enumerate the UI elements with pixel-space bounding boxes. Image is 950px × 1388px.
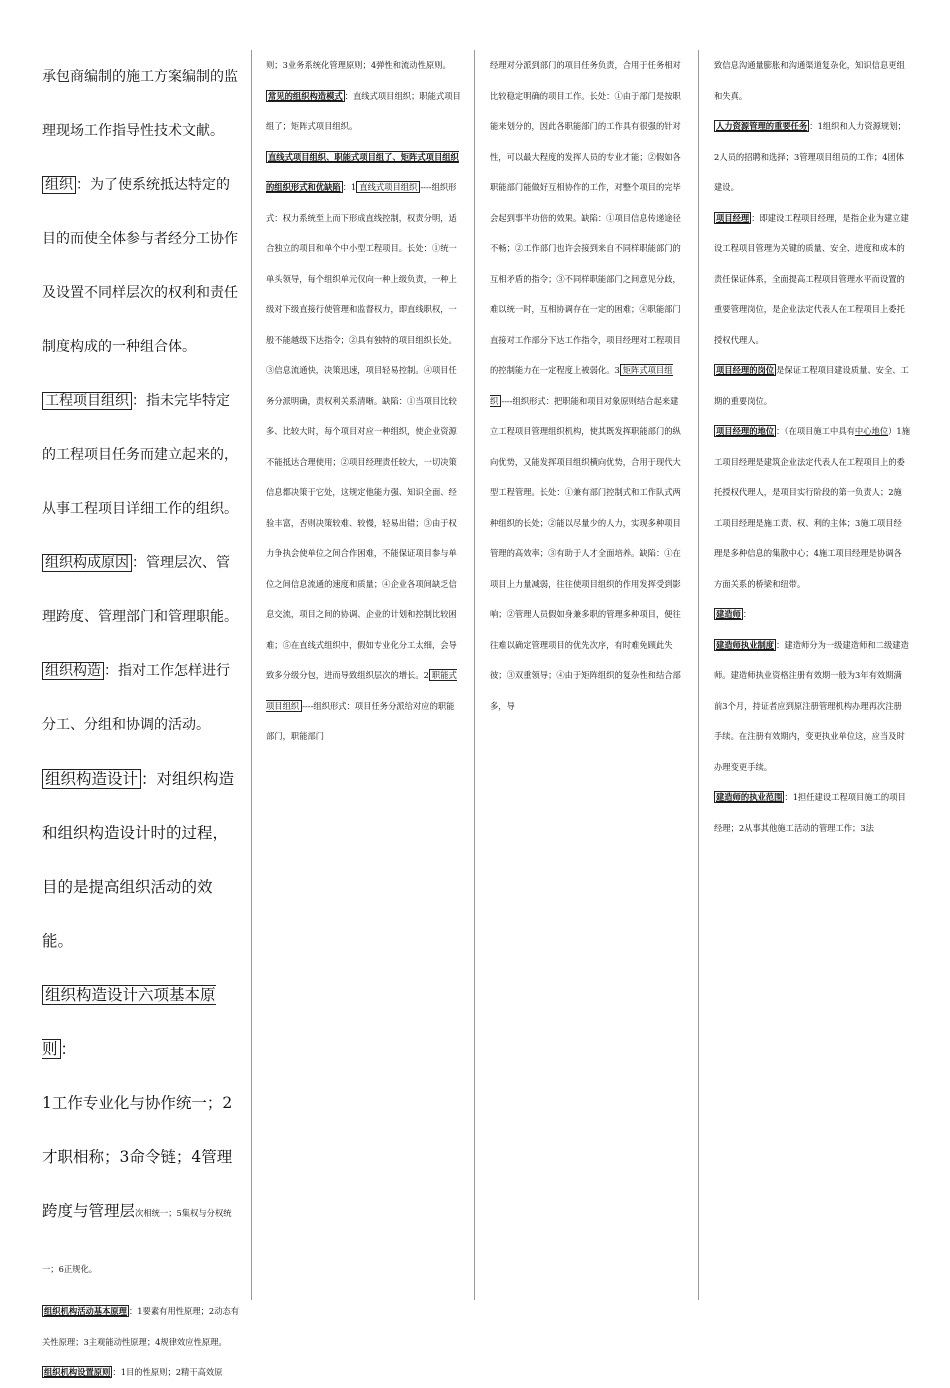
definition (714, 416, 910, 599)
term: 常见的组织构造模式 (268, 90, 343, 101)
heading (42, 968, 242, 1076)
term: 直线式项目组织、职能式项目组了、矩阵式项目组织的组织形式和优缺陷 (266, 151, 459, 192)
definition-text: ：指未完毕特定的工程项目任务而建立起来的，从事工程项目详细工作的组织。 (42, 393, 238, 517)
colon: ： (60, 1040, 77, 1058)
definition (266, 142, 462, 752)
paragraph (266, 50, 462, 81)
term: 人力资源管理的重要任务 (716, 121, 808, 131)
body-text: 则；3业务系统化管理原则；4弹性和流动性原则。 (266, 60, 451, 70)
body-text: ：1 (342, 182, 357, 192)
principles-list (42, 1076, 242, 1296)
body-text: 致信息沟通量膨胀和沟通渠道复杂化，知识信息更组和失真。 (714, 60, 905, 101)
column-divider (474, 50, 475, 1300)
term: 项目经理 (716, 212, 750, 223)
term: 组织构造设计 (42, 769, 141, 789)
term: 矩阵式项目组织 (490, 365, 673, 406)
principles-text-small: 次相统一；5集权与分权统一；6正规化。 (42, 1208, 232, 1274)
definition-text: ：1担任建设工程项目施工的项目经理；2从事其他施工活动的管理工作；3法 (714, 792, 906, 833)
definition-text: ：建造师分为一级建造师和二级建造师。建造师执业资格注册有效期一般为3年有效期满前3个月，持证者应到原注册管理机构办理再次注册手续。在注册有效期内，变更执业单位这，应当及时办理变更手续。 (714, 639, 909, 772)
column-2 (266, 50, 462, 752)
paragraph (714, 50, 910, 111)
definition (42, 374, 242, 536)
definition-text: ：管理层次、管理跨度、管理部门和管理职能。 (42, 555, 238, 625)
definition (42, 752, 242, 968)
definition (714, 203, 910, 356)
body-text: 承包商编制的施工方案编制的监理现场工作指导性技术文献。 (42, 69, 238, 139)
term: 职能式项目组织 (266, 670, 457, 711)
definition-text: ：即建设工程项目经理，是指企业为建立建设工程项目管理为关键的质量、安全、进度和成本的责任保证体系，全面提高工程项目管理水平而设置的重要管理岗位，是企业法定代表人在工程项目上委托授权代理人。 (714, 212, 909, 345)
term: 组织构造 (42, 662, 104, 680)
column-4 (714, 50, 910, 843)
colon: ： (742, 609, 752, 619)
underlined-text: 中心地位 (854, 426, 889, 436)
term: 建造师 (716, 609, 741, 619)
definition (714, 782, 910, 843)
column-divider (698, 50, 699, 1300)
term: 组织构成原因 (42, 554, 132, 572)
body-text: ----组织形式：项目任务分派给对应的职能部门，职能部门 (266, 700, 455, 741)
definition-text: ：指对工作怎样进行分工、分组和协调的活动。 (42, 663, 230, 733)
definition (42, 158, 242, 374)
definition (714, 630, 910, 783)
definition-text: ：直线式项目组织；职能式项目组了；矩阵式项目组织。 (266, 90, 461, 131)
term: 组织机构设置原则 (44, 1367, 111, 1377)
definition-text: ：为了使系统抵达特定的目的而使全体参与者经分工协作及设置不同样层次的权利和责任制度构成的一种组合体。 (42, 177, 238, 355)
paragraph (42, 50, 242, 158)
body-text: ----组织形式：把职能和项目对象原则结合起来建立工程项目管理组织机构，使其既发挥职能部门的纵向优势，又能发挥项目组织横向优势，合用于现代大型工程管理。长处：①兼有部门控制式和工作队式两种组织的长处；②能以尽量少的人力，实现多种项目管理的高效率；③有助于人才全面培养。缺陷：①在项目上力量减弱，往往使项目组织的作用发挥受到影响；②管理人员假如身兼多职的管理多种项目，便往往难以确定管理项目的优先次序，有时难免顾此失彼；③双重领导；④由于矩阵组织的复杂性和结合部多，导 (490, 395, 681, 711)
term: 建造师执业制度 (716, 639, 775, 650)
term: 项目经理的地位 (716, 426, 775, 436)
definition-text: ：1要素有用性原理；2动态有关性原理；3主观能动性原理；4规律效应性原理。 (42, 1306, 240, 1347)
principles-text: 1工作专业化与协作统一；2才职相称；3命令链；4管理跨度与管理层 (42, 1094, 233, 1220)
definition-text: ：1目的性原则；2精干高效原 (112, 1367, 223, 1377)
term: 组织构造设计六项基本原则 (42, 986, 216, 1058)
definition-text: ：对组织构造和组织构造设计时的过程，目的是提高组织活动的效能。 (42, 770, 235, 950)
definition (42, 1296, 242, 1357)
definition-text: 是保证工程项目建设质量、安全、工期的重要岗位。 (714, 365, 909, 406)
column-1 (42, 50, 242, 1388)
definition-text: ）1施工项目经理是建筑企业法定代表人在工程项目上的委托授权代理人，是项目实行阶段的第一负责人；2施工项目经理是施工责、权、利的主体；3施工项目经理是多种信息的集散中心；4施工项目经理是协调各方面关系的桥梁和纽带。 (714, 426, 910, 589)
term: 项目经理的岗位 (716, 365, 775, 375)
column-3 (490, 50, 684, 721)
term: 直线式项目组织 (356, 181, 420, 193)
paragraph (490, 50, 684, 721)
term: 组织 (42, 176, 76, 194)
definition-text: ：1组织和人力资源规划；2人员的招聘和选择；3管理项目组员的工作；4团体建设。 (714, 121, 906, 192)
term: 建造师的执业范围 (716, 792, 783, 802)
definition (42, 1357, 242, 1388)
definition (714, 111, 910, 203)
column-divider (251, 50, 252, 1300)
body-text: ：（在项目施工中具有 (776, 426, 855, 436)
heading (714, 599, 910, 630)
definition (714, 355, 910, 416)
body-text: 经理对分派到部门的项目任务负责，合用于任务相对比较稳定明确的项目工作。长处：①由于部门是按职能来划分的，因此各职能部门的工作具有很强的针对性，可以最大程度的发挥人员的专业才能；②假如各职能部门能做好互相协作的工作，对整个项目的完毕会起到事半功倍的效果。缺陷：①项目信息传递途径不畅；②工作部门也许会接到来自不同样职能部门的互相矛盾的指令；③不同样职能部门之间意见分歧，难以统一时，互相协调存在一定的困难；④职能部门直接对工作部分下达工作指令，项目经理对工程项目的控制能力在一定程度上被弱化。3 (490, 60, 681, 375)
definition (266, 81, 462, 142)
term: 工程项目组织 (42, 392, 132, 410)
term: 组织机构活动基本原理 (44, 1306, 127, 1316)
definition (42, 644, 242, 752)
body-text: ----组织形式：权力系统至上而下形成直线控制，权责分明，适合独立的项目和单个中小型工程项目。长处：①统一单头领导，每个组织单元仅向一种上级负责，一种上级对下级直接行使管理和监督权力，即直线职权，一般不能越级下达指令；②具有独特的项目组织长处。③信息流通快，决策迅速，项目轻易控制。④项目任务分派明确，责权利关系清晰。缺陷：①当项目比较多、比较大时，每个项目对应一种组织，使企业资源不能抵达合理使用；②项目经理责任较大，一切决策信息都决策于它处，这规定他能力强、知识全面、经验丰富，否则决策较难、较慢，轻易出错；③由于权力争执会使单位之间合作困难，不能保证项目参与单位之间信息流通的速度和质量；④企业各项间缺乏信息交流，项目之间的协调、企业的计划和控制比较困难；⑤在直线式组织中，假如专业化分工太细，会导致多分级分包，进而导致组织层次的增长。2 (266, 182, 457, 680)
definition (42, 536, 242, 644)
